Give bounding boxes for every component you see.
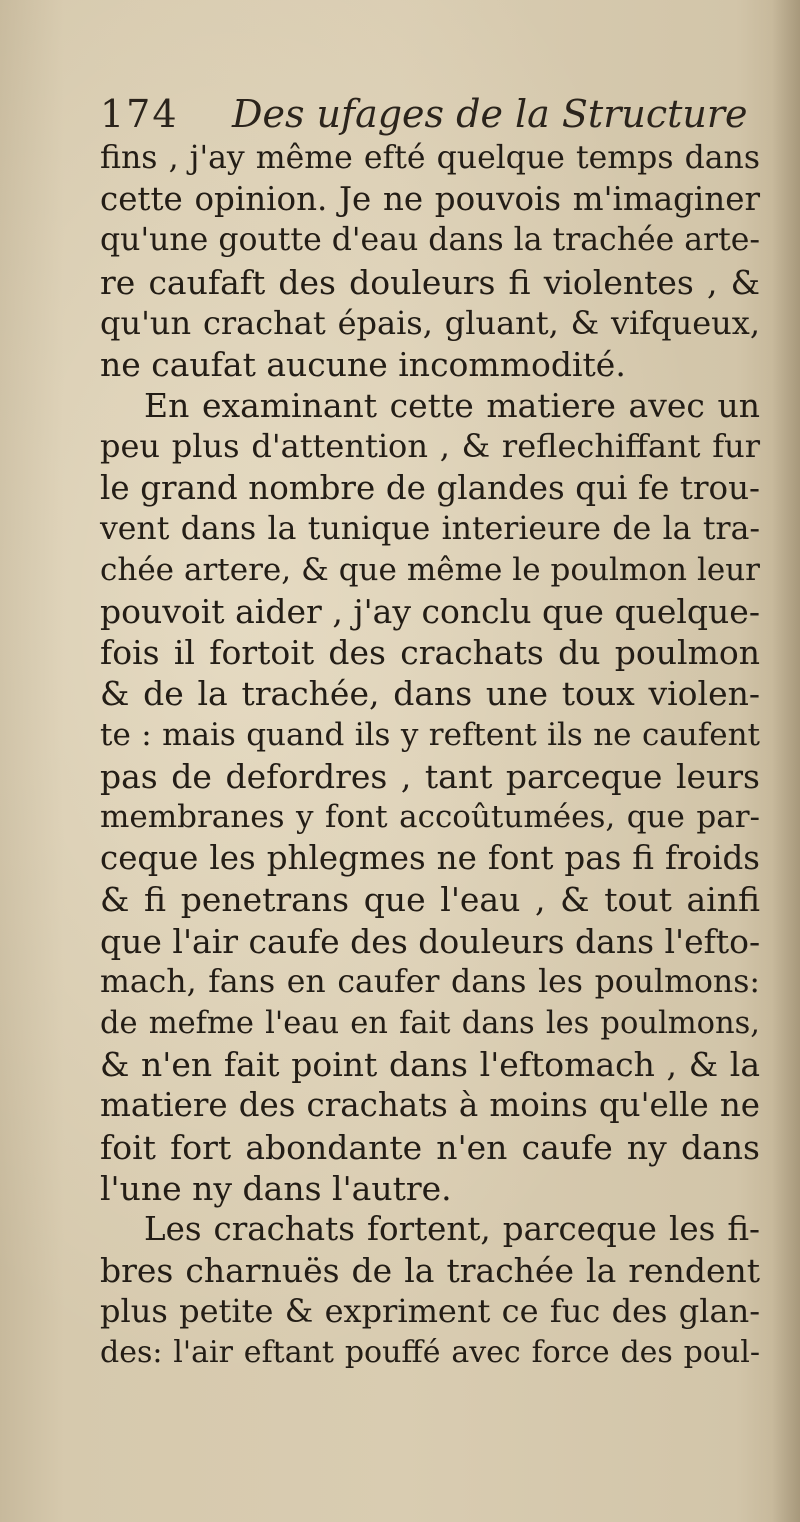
text-line: matiere des crachats à moins qu'elle ne: [100, 1086, 760, 1125]
text-line: & fi penetrans que l'eau , & tout ainfi: [100, 880, 760, 920]
text-line: fins , j'ay même efté quelque temps dans: [100, 140, 760, 176]
text-line: cette opinion. Je ne pouvois m'imaginer: [100, 180, 760, 219]
text-line: de mefme l'eau en fait dans les poulmons,: [100, 1005, 760, 1041]
text-line: foit fort abondante n'en caufe ny dans: [100, 1127, 760, 1167]
text-line: pouvoit aider , j'ay conclu que quelque-: [100, 592, 760, 632]
body-text: [100, 138, 760, 1374]
text-line: vent dans la tunique interieure de la tra-: [100, 510, 760, 547]
text-line: bres charnuës de la trachée la rendent: [100, 1251, 760, 1291]
text-line: re caufaft des douleurs fi violentes , &: [100, 262, 760, 302]
text-line: & de la trachée, dans une toux violen-: [100, 674, 760, 714]
paragraph-end-line: ne caufat aucune incommodité.: [100, 344, 626, 384]
text-line: plus petite & expriment ce fuc des glan-: [100, 1292, 760, 1331]
page-header: [100, 92, 748, 142]
text-line: peu plus d'attention , & reflechiffant fur: [100, 427, 760, 466]
text-line: & n'en fait point dans l'eftomach , & la: [100, 1045, 760, 1085]
page-edge-shadow: [772, 0, 800, 1522]
text-line: que l'air caufe des douleurs dans l'efto-: [100, 921, 761, 961]
text-line: le grand nombre de glandes qui fe trou-: [100, 468, 760, 507]
text-line: des: l'air eftant pouffé avec force des poul-: [100, 1335, 760, 1371]
paragraph-start-line: Les crachats fortent, parceque les fi-: [144, 1209, 760, 1248]
page-number: 174: [100, 92, 179, 136]
text-line: membranes y font accoûtumées, que par-: [100, 799, 760, 835]
running-title: Des ufages de la Structure: [232, 92, 748, 136]
text-line: chée artere, & que même le poulmon leur: [100, 551, 760, 588]
text-line: qu'un crachat épais, gluant, & vifqueux,: [100, 303, 760, 342]
text-line: fois il fortoit des crachats du poulmon: [100, 633, 760, 673]
paragraph-start-line: En examinant cette matiere avec un: [144, 386, 760, 426]
text-line: mach, fans en caufer dans les poulmons:: [100, 963, 760, 1000]
paragraph-end-line: l'une ny dans l'autre.: [100, 1168, 452, 1208]
text-line: te : mais quand ils y reftent ils ne caufent: [100, 716, 760, 753]
text-line: qu'une goutte d'eau dans la trachée arte-: [100, 222, 761, 259]
text-line: ceque les phlegmes ne font pas fi froids: [100, 839, 760, 878]
text-line: pas de defordres , tant parceque leurs: [100, 756, 760, 796]
